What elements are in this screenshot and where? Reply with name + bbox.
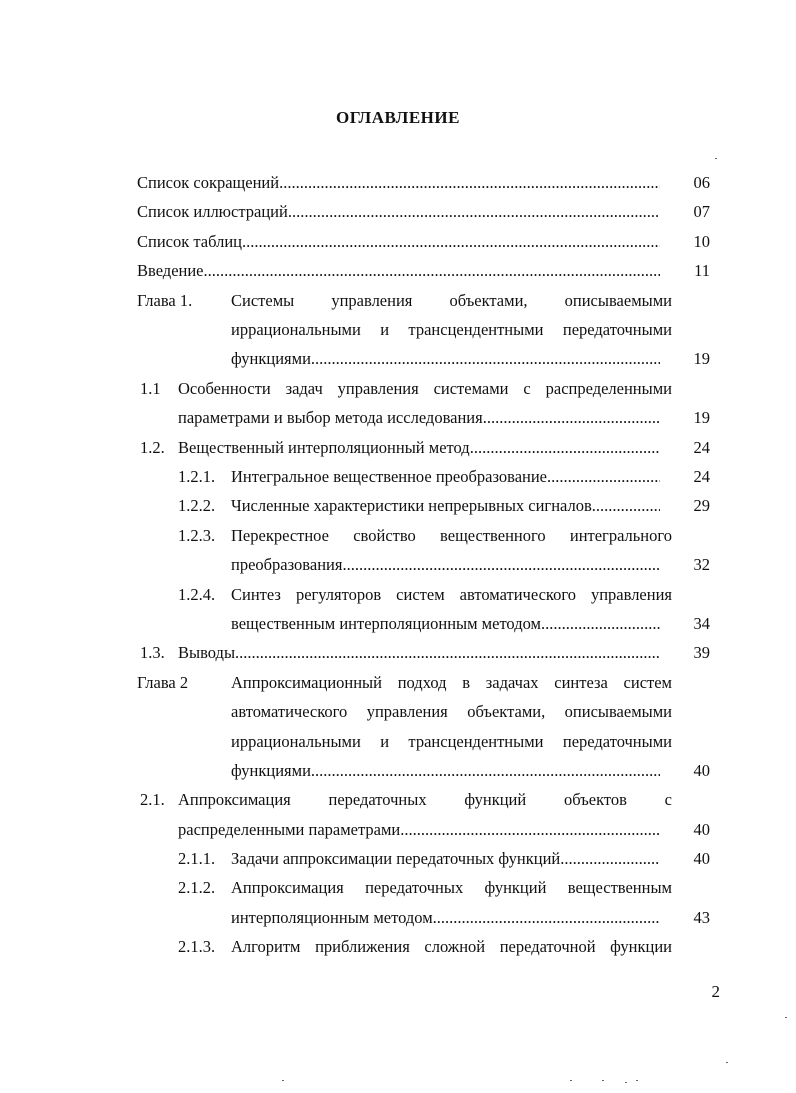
toc-entry-line: [178, 785, 672, 814]
toc-entry-line: [231, 697, 672, 726]
toc-entry-line: [178, 374, 672, 403]
toc-entry-line: [231, 521, 672, 550]
toc-page-number: 40: [693, 819, 710, 839]
toc-entry-number: 1.2.2.: [178, 496, 216, 516]
dot-leader: [547, 462, 660, 491]
toc-entry[interactable]: [0, 873, 796, 932]
toc-entry-number: 2.1.2.: [178, 878, 216, 898]
toc-page-number: 29: [693, 496, 710, 516]
toc-entry-text: Введение: [137, 261, 204, 281]
toc-entry-text: Список сокращений: [137, 173, 280, 192]
toc-entry[interactable]: [0, 844, 796, 873]
toc-entry[interactable]: [0, 374, 796, 433]
toc-entry-line: [231, 844, 672, 873]
toc-page-number: 34: [693, 613, 710, 633]
toc-entry-text: Список иллюстраций: [137, 202, 288, 222]
page-title: ОГЛАВЛЕНИЕ: [336, 108, 460, 127]
toc-entry-text: распределенными параметрами: [178, 819, 401, 839]
toc-entry-line: [231, 668, 672, 697]
toc-entry[interactable]: [0, 668, 796, 786]
toc-entry-text: Аппроксимация передаточных функций объектов с: [178, 790, 672, 810]
toc-entry-text: параметрами и выбор метода исследования: [178, 408, 483, 428]
toc-entry-line: [231, 873, 672, 902]
toc-entry-text: иррациональными и трансцендентными передаточными: [231, 731, 672, 751]
toc-entry-number: 1.2.: [140, 437, 165, 457]
toc-entry[interactable]: [0, 256, 796, 285]
toc-entry[interactable]: [0, 462, 796, 491]
toc-entry-number: 2.1.3.: [178, 937, 216, 957]
dot-leader: [560, 844, 660, 873]
toc-entry-line: [231, 462, 672, 491]
dot-leader: [483, 403, 660, 432]
dot-leader: [311, 756, 660, 785]
toc-entry-line: [231, 609, 672, 638]
toc-entry-line: [231, 580, 672, 609]
toc-entry[interactable]: [0, 197, 796, 226]
toc-entry[interactable]: [0, 521, 796, 580]
toc-entry[interactable]: [0, 168, 796, 197]
toc-entry-number: 1.2.4.: [178, 584, 216, 604]
toc-page-number: 11: [694, 261, 710, 281]
dot-leader: [342, 550, 660, 579]
toc-entry-line: [231, 550, 672, 579]
toc-entry-line: [137, 256, 672, 285]
dot-leader: [541, 609, 660, 638]
toc-entry-number: 2.1.: [140, 790, 165, 810]
toc-entry[interactable]: [0, 932, 796, 961]
toc-entry[interactable]: [0, 638, 796, 667]
toc-entry-text: Задачи аппроксимации передаточных функций: [231, 849, 561, 869]
toc-entry[interactable]: [0, 491, 796, 520]
toc-entry-number: 1.2.3.: [178, 525, 216, 545]
scan-speck: [785, 1017, 787, 1018]
toc-entry-text: автоматического управления объектами, описываемыми: [231, 702, 672, 722]
dot-leader: [204, 256, 660, 285]
toc-entry-line: [178, 403, 672, 432]
toc-entry-number: 1.1: [140, 378, 161, 398]
toc-entry-text: Аппроксимационный подход в задачах синтеза систем: [231, 672, 672, 692]
toc-entry-text: интерполяционным методом: [231, 907, 433, 927]
toc-entry-line: [231, 315, 672, 344]
toc-page-number: 40: [693, 849, 710, 869]
dot-leader: [288, 197, 660, 226]
scan-speck: [570, 1080, 572, 1081]
toc-page-number: 06: [693, 173, 710, 192]
dot-leader: [279, 168, 660, 197]
toc-page-number: 24: [693, 437, 710, 457]
toc-entry-text: Системы управления объектами, описываемыми: [231, 290, 672, 310]
toc-page-number: 19: [693, 408, 710, 428]
toc-page-number: 40: [693, 760, 710, 780]
toc-entry-line: [231, 756, 672, 785]
toc-entry-text: преобразования: [231, 555, 343, 575]
page-number: 2: [711, 982, 720, 1001]
toc-entry-text: Список таблиц: [137, 231, 242, 251]
toc-entry-number: Глава 1.: [137, 290, 193, 310]
toc-entry-line: [178, 433, 672, 462]
toc-entry[interactable]: [0, 580, 796, 639]
toc-entry-line: [231, 344, 672, 373]
toc-page-number: 32: [693, 555, 710, 575]
scan-speck: [602, 1080, 604, 1081]
toc-entry-line: [137, 197, 672, 226]
toc-entry-number: 1.2.1.: [178, 466, 216, 486]
toc-entry-line: [231, 903, 672, 932]
toc-entry-number: Глава 2: [137, 672, 189, 692]
scan-speck: [715, 158, 717, 159]
toc-entry-text: Перекрестное свойство вещественного интегрального: [231, 525, 672, 545]
dot-leader: [433, 903, 660, 932]
dot-leader: [470, 433, 660, 462]
toc-page-number: 24: [693, 466, 710, 486]
toc-page-number: 07: [693, 202, 710, 222]
dot-leader: [235, 638, 660, 667]
toc-entry-text: Особенности задач управления системами с распределенными: [178, 378, 672, 398]
scan-speck: [282, 1080, 284, 1081]
toc-entry-number: 1.3.: [140, 643, 165, 663]
scan-speck: [625, 1082, 627, 1083]
scan-speck: [726, 1062, 728, 1063]
toc-entry-line: [178, 815, 672, 844]
toc-entry-line: [178, 638, 672, 667]
toc-entry-text: Вещественный интерполяционный метод: [178, 437, 470, 457]
toc-entry-text: Аппроксимация передаточных функций вещественным: [231, 878, 672, 898]
toc-entry-text: иррациональными и трансцендентными передаточными: [231, 319, 672, 339]
toc-entry-line: [137, 227, 672, 256]
toc-page-number: 43: [693, 907, 710, 927]
toc-page-number: 10: [693, 231, 710, 251]
dot-leader: [592, 491, 660, 520]
toc-entry-text: Синтез регуляторов систем автоматического управления: [231, 584, 672, 604]
table-of-contents: [0, 168, 796, 962]
toc-entry-text: Интегральное вещественное преобразование: [231, 466, 547, 486]
toc-entry-text: функциями: [231, 349, 311, 369]
toc-entry[interactable]: [0, 785, 796, 844]
dot-leader: [242, 227, 660, 256]
dot-leader: [400, 815, 660, 844]
toc-entry-text: вещественным интерполяционным методом: [231, 613, 541, 633]
toc-entry-number: 2.1.1.: [178, 849, 216, 869]
toc-entry[interactable]: [0, 433, 796, 462]
toc-entry-line: [231, 491, 672, 520]
toc-entry-line: [231, 727, 672, 756]
scan-speck: [636, 1080, 638, 1081]
toc-entry-line: [231, 286, 672, 315]
toc-entry[interactable]: [0, 227, 796, 256]
toc-entry-text: Численные характеристики непрерывных сигналов: [231, 496, 592, 516]
toc-entry-text: Выводы: [178, 643, 236, 663]
toc-entry-text: Алгоритм приближения сложной передаточной функции: [231, 937, 672, 957]
toc-entry-text: функциями: [231, 760, 311, 780]
toc-entry[interactable]: [0, 286, 796, 374]
toc-page-number: 39: [693, 643, 710, 663]
toc-entry-line: [231, 932, 672, 961]
toc-page-number: 19: [693, 349, 710, 369]
dot-leader: [311, 344, 660, 373]
toc-entry-line: [137, 168, 672, 197]
